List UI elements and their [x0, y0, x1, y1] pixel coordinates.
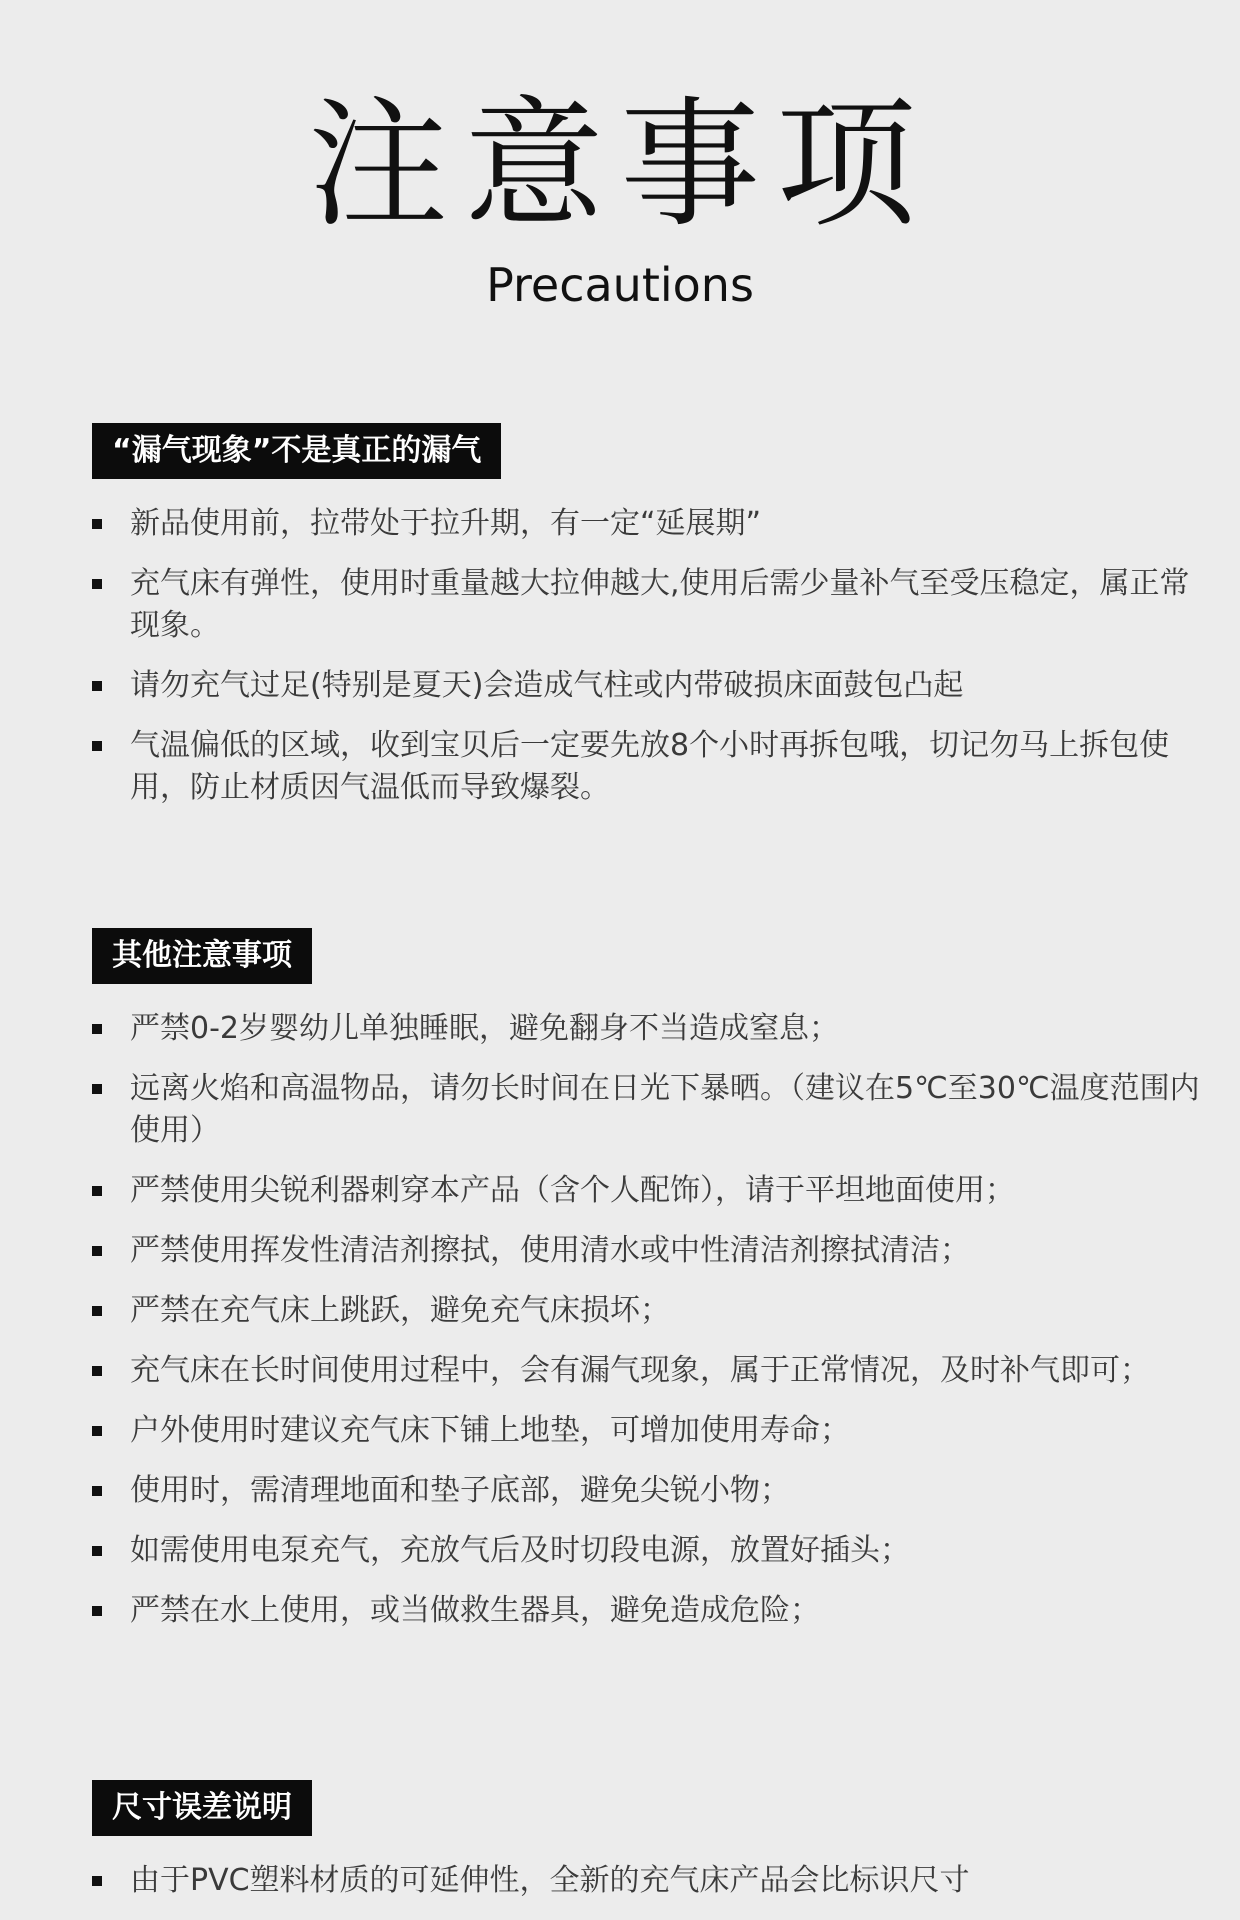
- list-item-text: 远离火焰和高温物品，请勿长时间在日光下暴晒。（建议在5℃至30℃温度范围内使用）: [130, 1071, 1200, 1148]
- list-item: [92, 563, 1200, 647]
- list-item-text: 严禁0-2岁婴幼儿单独睡眠，避免翻身不当造成窒息；: [130, 1011, 839, 1046]
- bullet-icon: [92, 1246, 102, 1256]
- list-item-text: 充气床有弹性，使用时重量越大拉伸越大,使用后需少量补气至受压稳定，属正常现象。: [130, 566, 1190, 643]
- bullet-icon: [92, 681, 102, 691]
- list-item: [92, 1068, 1200, 1152]
- bullet-icon: [92, 1426, 102, 1436]
- page-title: 注意事项: [307, 84, 932, 247]
- bullet-list: [92, 1008, 1200, 1632]
- list-item-text: 户外使用时建议充气床下铺上地垫，可增加使用寿命；: [130, 1413, 850, 1448]
- section-leak-phenomenon: [92, 423, 1200, 827]
- list-item: [92, 1290, 1200, 1332]
- list-item: [92, 1350, 1200, 1392]
- bullet-icon: [92, 1306, 102, 1316]
- list-item: [92, 665, 1200, 707]
- list-item: [92, 1170, 1200, 1212]
- list-item-text: 新品使用前，拉带处于拉升期，有一定“延展期”: [130, 506, 762, 541]
- bullet-icon: [92, 1546, 102, 1556]
- bullet-icon: [92, 1084, 102, 1094]
- list-item: [92, 1230, 1200, 1272]
- list-item-text: 严禁在水上使用，或当做救生器具，避免造成危险；: [130, 1593, 820, 1628]
- list-item: [92, 725, 1200, 809]
- bullet-icon: [92, 1486, 102, 1496]
- bullet-icon: [92, 1024, 102, 1034]
- list-item: [92, 1470, 1200, 1512]
- list-item-text: 气温偏低的区域，收到宝贝后一定要先放8个小时再拆包哦，切记勿马上拆包使用，防止材质因气温低而导致爆裂。: [130, 728, 1170, 805]
- section-other-precautions: [92, 928, 1200, 1650]
- list-item-text: 严禁使用尖锐利器刺穿本产品（含个人配饰），请于平坦地面使用；: [130, 1173, 1015, 1208]
- section-heading: 其他注意事项: [92, 928, 312, 984]
- list-item-text: 充气床在长时间使用过程中，会有漏气现象，属于正常情况，及时补气即可；: [130, 1353, 1150, 1388]
- list-item: [92, 503, 1200, 545]
- list-item: [92, 1410, 1200, 1452]
- list-item: [92, 1860, 1200, 1902]
- bullet-icon: [92, 1366, 102, 1376]
- bullet-icon: [92, 1186, 102, 1196]
- section-heading: “漏气现象”不是真正的漏气: [92, 423, 501, 479]
- section-heading: 尺寸误差说明: [92, 1780, 312, 1836]
- list-item-text: 如需使用电泵充气，充放气后及时切段电源，放置好插头；: [130, 1533, 910, 1568]
- bullet-icon: [92, 579, 102, 589]
- list-item-text: 由于PVC塑料材质的可延伸性，全新的充气床产品会比标识尺寸: [130, 1863, 970, 1898]
- list-item-text: 严禁在充气床上跳跃，避免充气床损坏；: [130, 1293, 670, 1328]
- list-item-text: 使用时，需清理地面和垫子底部，避免尖锐小物；: [130, 1473, 790, 1508]
- list-item-text: 请勿充气过足(特别是夏天)会造成气柱或内带破损床面鼓包凸起: [130, 668, 964, 703]
- bullet-list: [92, 1860, 1200, 1902]
- bullet-icon: [92, 741, 102, 751]
- bullet-icon: [92, 1876, 102, 1886]
- bullet-list: [92, 503, 1200, 809]
- list-item: [92, 1530, 1200, 1572]
- list-item: [92, 1008, 1200, 1050]
- page-subtitle: Precautions: [486, 258, 754, 312]
- section-size-tolerance: [92, 1780, 1200, 1920]
- bullet-icon: [92, 1606, 102, 1616]
- list-item: [92, 1590, 1200, 1632]
- list-item-text: 严禁使用挥发性清洁剂擦拭，使用清水或中性清洁剂擦拭清洁；: [130, 1233, 970, 1268]
- bullet-icon: [92, 519, 102, 529]
